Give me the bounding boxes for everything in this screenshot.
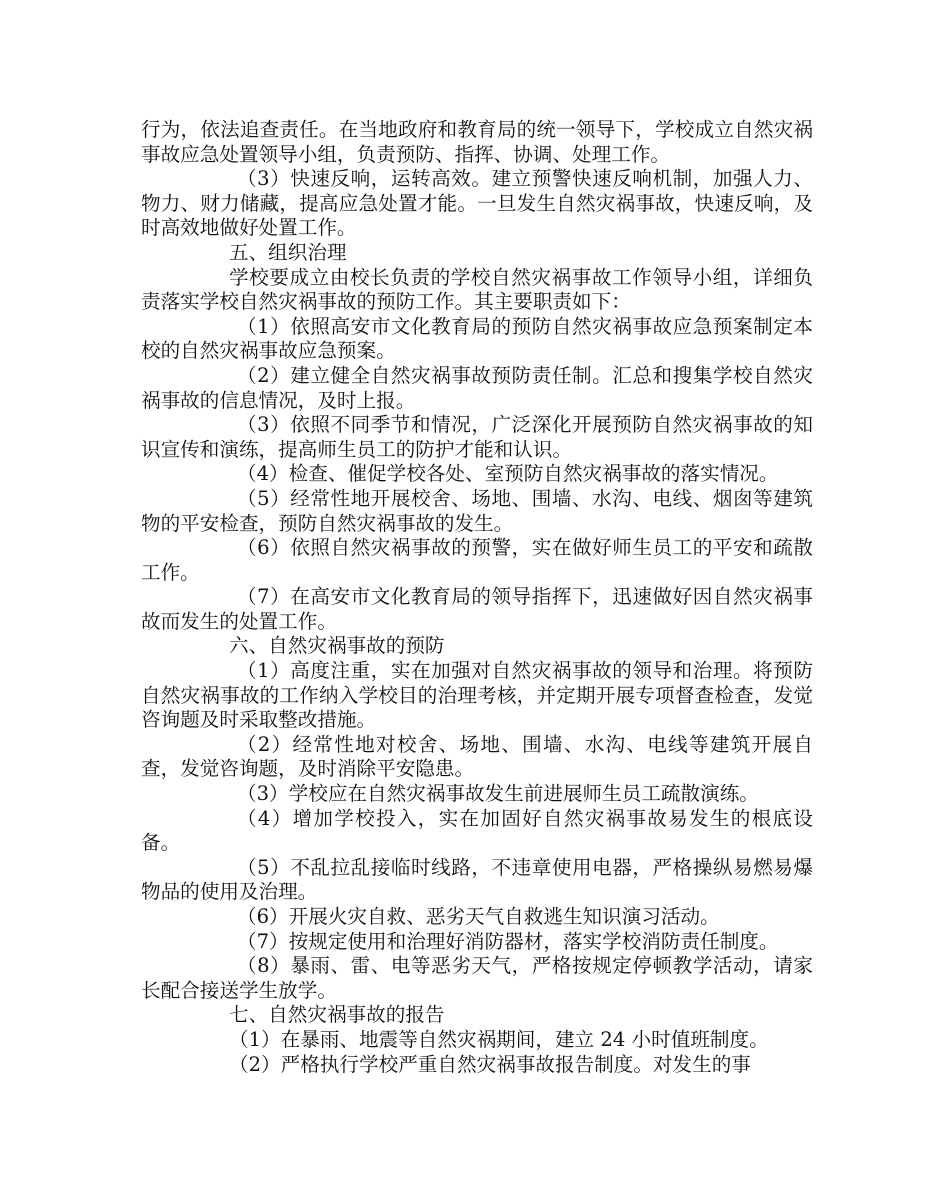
list-item: （7）按规定使用和治理好消防器材，落实学校消防责任制度。 — [237, 929, 779, 953]
list-item: （1）依照高安市文化教育局的预防自然灾祸事故应急预案制定本校的自然灾祸事故应急预案。 — [141, 314, 813, 363]
list-item: （1）高度注重，实在加强对自然灾祸事故的领导和治理。将预防自然灾祸事故的工作纳入学校目的治理考核，并定期开展专项督查检查，发觉咨询题及时采取整改措施。 — [141, 659, 813, 732]
list-item: （5）经常性地开展校舍、场地、围墙、水沟、电线、烟囱等建筑物的平安检查，预防自然灾祸事故的发生。 — [141, 486, 813, 535]
list-item: （4）增加学校投入，实在加固好自然灾祸事故易发生的根底设备。 — [141, 806, 813, 855]
section-heading: 六、自然灾祸事故的预防 — [229, 634, 445, 658]
list-item: （2）严格执行学校严重自然灾祸事故报告制度。对发生的事 — [229, 1052, 751, 1076]
list-item: （8）暴雨、雷、电等恶劣天气，严格按规定停顿教学活动，请家长配合接送学生放学。 — [141, 954, 813, 1002]
list-item: （3）快速反响，运转高效。建立预警快速反响机制，加强人力、物力、财力储藏，提高应急处置才能。一旦发生自然灾祸事故，快速反响，及时高效地做好处置工作。 — [141, 167, 813, 240]
list-item: （2）经常性地对校舍、场地、围墙、水沟、电线等建筑开展自查，发觉咨询题，及时消除平安隐患。 — [141, 732, 813, 781]
list-item: （7）在高安市文化教育局的领导指挥下，迅速做好因自然灾祸事故而发生的处置工作。 — [141, 585, 813, 633]
list-item: （5）不乱拉乱接临时线路，不违章使用电器，严格操纵易燃易爆物品的使用及治理。 — [141, 855, 813, 904]
body-text — [141, 118, 813, 1077]
list-item: （6）依照自然灾祸事故的预警，实在做好师生员工的平安和疏散工作。 — [141, 536, 813, 584]
list-item: （4）检查、催促学校各处、室预防自然灾祸事故的落实情况。 — [237, 462, 779, 486]
paragraph: 行为，依法追查责任。在当地政府和教育局的统一领导下，学校成立自然灾祸事故应急处置领导小组，负责预防、指挥、协调、处理工作。 — [141, 118, 813, 166]
section-heading: 七、自然灾祸事故的报告 — [229, 1003, 445, 1027]
list-item: （3）学校应在自然灾祸事故发生前进展师生员工疏散演练。 — [237, 782, 759, 806]
list-item: （6）开展火灾自救、恶劣天气自救逃生知识演习活动。 — [237, 905, 720, 928]
list-item: （2）建立健全自然灾祸事故预防责任制。汇总和搜集学校自然灾祸事故的信息情况，及时上报。 — [141, 363, 813, 412]
list-item: （3）依照不同季节和情况，广泛深化开展预防自然灾祸事故的知识宣传和演练，提高师生员工的防护才能和认识。 — [141, 413, 813, 461]
paragraph: 学校要成立由校长负责的学校自然灾祸事故工作领导小组，详细负责落实学校自然灾祸事故的预防工作。其主要职责如下： — [141, 265, 813, 314]
list-item: （1）在暴雨、地震等自然灾祸期间，建立 24 小时值班制度。 — [229, 1027, 769, 1051]
section-heading: 五、组织治理 — [229, 240, 347, 264]
